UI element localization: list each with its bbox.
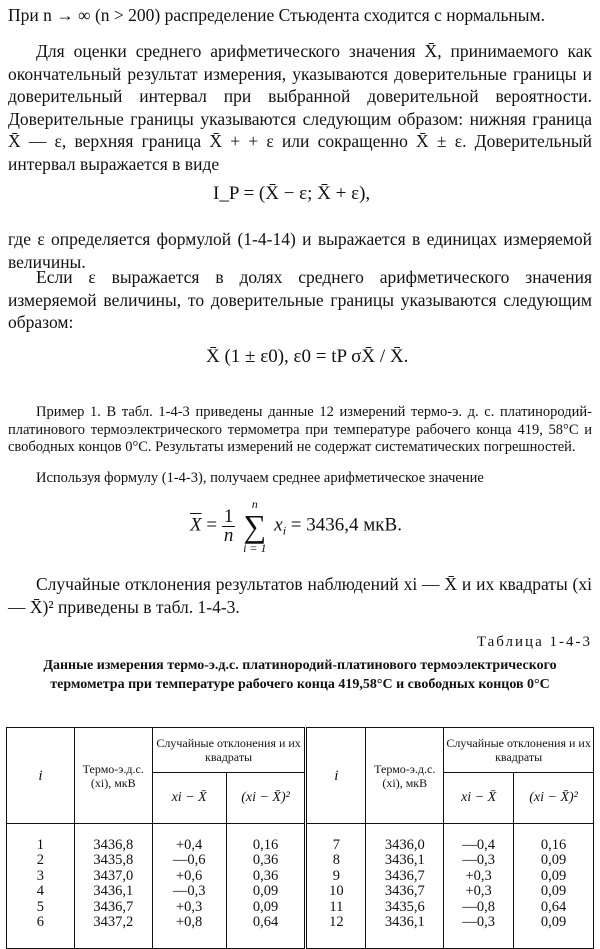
header-i-right: i (306, 728, 366, 824)
cell-i: 10 (329, 883, 344, 900)
cell-i: 1 (36, 837, 45, 853)
cell-dev: —0,3 (462, 914, 495, 931)
cell-sq: 0,09 (252, 898, 279, 915)
cell-emf: 3436,7 (384, 867, 425, 884)
cell-i: 3 (36, 867, 45, 884)
cell-dev: +0,3 (176, 898, 203, 915)
cell-i: 12 (329, 914, 344, 931)
cell-sq: 0,09 (540, 883, 567, 900)
cell-dev: —0,6 (172, 852, 206, 869)
cell-emf: 3435,6 (384, 898, 425, 915)
cell-i: 2 (36, 852, 45, 869)
paragraph-confidence-bounds: Для оценки среднего арифметического значения X̄, принимаемого как окончательный результат измерения, указываются доверительные границы и доверительный интервал при выбранной доверительной вероятности. Доверительные границы указываются следующим образом: нижняя граница X̄ — ε, верхняя граница X̄ + + ε или сокращенно X̄ ± ε. Доверительный интервал выражается в виде (8, 41, 592, 174)
column-i-left (7, 824, 75, 949)
column-sq-left (226, 824, 306, 949)
table-label: Таблица 1-4-3 (476, 634, 592, 650)
cell-emf: 3436,1 (384, 852, 425, 869)
paragraph-random-deviations: Случайные отклонения результатов наблюдений xi — X̄ и их квадраты (xi — X̄)² приведены в табл. 1-4-3. (8, 574, 592, 617)
cell-emf: 3437,0 (93, 867, 134, 884)
formula-arithmetic-mean: $\overline{X}$ = $\frac{1}{n}$ n ∑ i = 1 $x_i = 3436,4$ мкВ. (190, 497, 402, 555)
cell-i: 11 (329, 898, 344, 915)
cell-i: 5 (36, 898, 45, 915)
cell-dev: +0,4 (176, 837, 203, 853)
example-1-formula-intro: Используя формулу (1-4-3), получаем среднее арифметическое значение (36, 470, 484, 486)
header-deviation-squared-right: (xi − X̄)² (514, 773, 594, 824)
header-deviation: xi − X̄ (152, 773, 226, 824)
cell-dev: +0,8 (176, 914, 203, 931)
header-deviation-right: xi − X̄ (444, 773, 514, 824)
formula-relative-bounds: X̄ (1 ± ε0), ε0 = tP σX̄ / X̄. (206, 346, 409, 367)
column-i-right (306, 824, 366, 949)
column-emf-right (366, 824, 444, 949)
cell-dev: +0,3 (465, 883, 492, 900)
header-emf: Термо-э.д.с. (xi), мкВ (74, 728, 152, 824)
cell-sq: 0,16 (540, 837, 567, 853)
cell-sq: 0,09 (540, 867, 567, 884)
paragraph-relative-bounds: Если ε выражается в долях среднего арифметического значения измеряемой величины, то доверительные границы указываются следующим образом: (8, 267, 592, 332)
header-deviation-squared: (xi − X̄)² (226, 773, 306, 824)
cell-dev: —0,4 (462, 837, 495, 853)
cell-dev: +0,3 (465, 867, 492, 884)
cell-dev: +0,6 (176, 867, 203, 884)
cell-i: 6 (36, 914, 45, 931)
cell-i: 8 (332, 852, 341, 869)
header-deviation-group-right: Случайные отклонения и их квадраты (444, 728, 594, 773)
cell-i: 4 (36, 883, 45, 900)
cell-dev: —0,8 (462, 898, 495, 915)
cell-sq: 0,64 (540, 898, 567, 915)
cell-sq: 0,36 (252, 852, 279, 869)
measurement-table (6, 727, 594, 949)
cell-emf: 3436,0 (384, 837, 425, 853)
cell-sq: 0,09 (540, 852, 567, 869)
cell-emf: 3436,7 (93, 898, 134, 915)
table-title: Данные измерения термо-э.д.с. платинородий-платинового термоэлектрического термометра при температуре рабочего конца 419,58°С и свободных концов 0°С (43, 658, 557, 692)
cell-emf: 3436,8 (93, 837, 134, 853)
cell-emf: 3436,1 (93, 883, 134, 900)
cell-emf: 3435,8 (93, 852, 134, 869)
column-dev-right (444, 824, 514, 949)
header-emf-right: Термо-э.д.с. (xi), мкВ (366, 728, 444, 824)
cell-i: 9 (332, 867, 341, 884)
cell-dev: —0,3 (462, 852, 495, 869)
cell-i: 7 (332, 837, 341, 853)
example-1-text: Пример 1. В табл. 1-4-3 приведены данные 12 измерений термо-э. д. с. платинородий-платинового термоэлектрического термометра при температуре рабочего конца 419, 58°C и свободных концов 0°C. Результаты измерений не содержат систематических погрешностей. (8, 404, 592, 455)
cell-emf: 3436,1 (384, 914, 425, 931)
paragraph-student-convergence: При n → ∞ (n > 200) распределение Стьюдента сходится с нормальным. (8, 5, 545, 25)
cell-sq: 0,36 (252, 867, 279, 884)
cell-sq: 0,09 (540, 914, 567, 931)
cell-sq: 0,09 (252, 883, 279, 900)
header-deviation-group: Случайные отклонения и их квадраты (152, 728, 306, 773)
paragraph-epsilon-definition: где ε определяется формулой (1-4-14) и выражается в единицах измеряемой величины. (8, 229, 592, 272)
formula-confidence-interval: I_P = (X̄ − ε; X̄ + ε), (213, 183, 371, 204)
cell-emf: 3437,2 (93, 914, 134, 931)
column-dev-left (152, 824, 226, 949)
header-i: i (7, 728, 75, 824)
cell-dev: —0,3 (172, 883, 206, 900)
column-sq-right (514, 824, 594, 949)
cell-sq: 0,16 (252, 837, 279, 853)
column-emf-left (74, 824, 152, 949)
cell-sq: 0,64 (252, 914, 279, 931)
cell-emf: 3436,7 (384, 883, 425, 900)
